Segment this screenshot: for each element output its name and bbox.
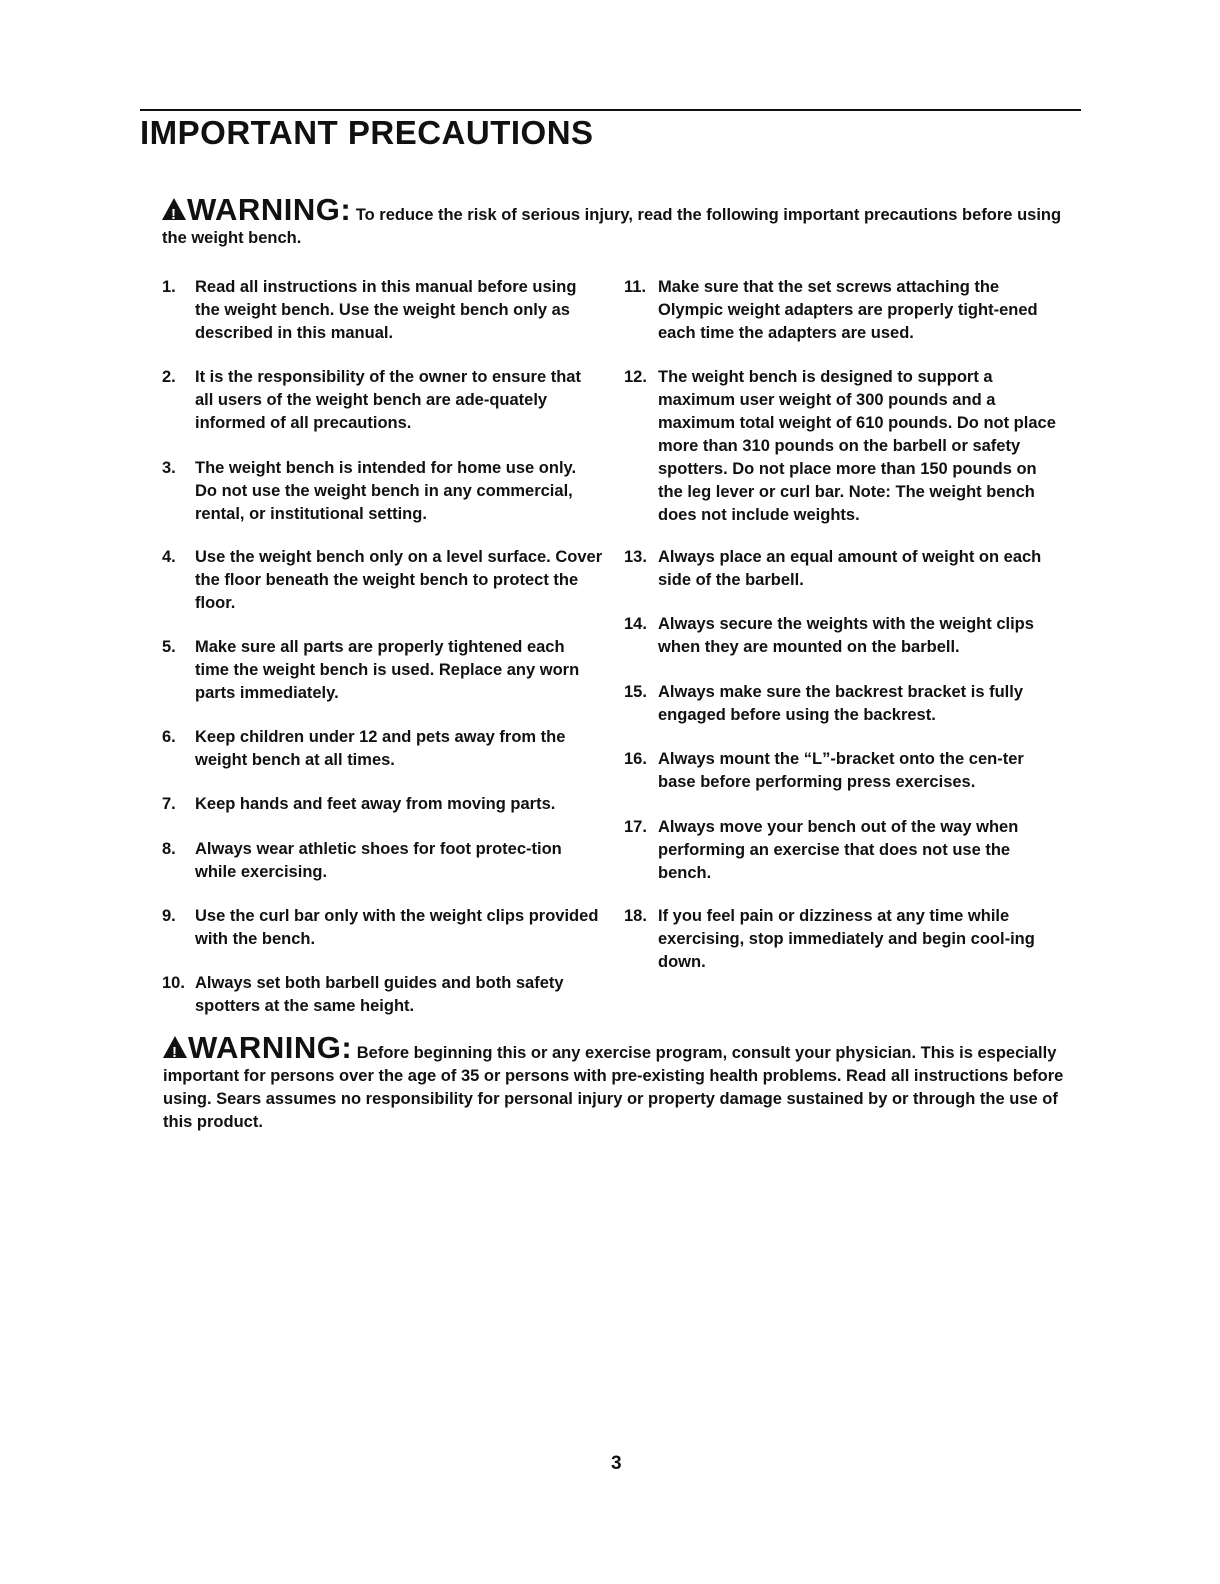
item-number: 3.: [162, 459, 176, 477]
item-number: 4.: [162, 548, 176, 566]
page-number: 3: [611, 1453, 622, 1474]
warning-intro-text: To reduce the risk of serious injury, read the following important precautions before using the weight bench.: [162, 206, 1062, 247]
item-text: Always secure the weights with the weight clips when they are mounted on the barbell.: [658, 615, 1034, 656]
item-number: 11.: [624, 278, 647, 296]
precaution-item-11: [624, 276, 1064, 345]
warning-triangle-icon: [163, 1036, 187, 1058]
item-text: Always make sure the backrest bracket is fully engaged before using the backrest.: [658, 683, 1024, 724]
bottom-warning-text: Before beginning this or any exercise program, consult your physician. This is especially important for persons over the age of 35 or persons with pre-existing health problems. Read all instructions before using. Sears assumes no responsibility for personal injury or property damage sustained by or through the use of this product.: [163, 1044, 1064, 1131]
precaution-item-12: [624, 366, 1064, 527]
item-text: Keep hands and feet away from moving parts.: [195, 795, 556, 813]
precaution-item-16: [624, 748, 1064, 794]
item-number: 13.: [624, 548, 647, 566]
precaution-item-8: [162, 838, 602, 884]
precaution-item-2: [162, 366, 602, 435]
item-number: 7.: [162, 795, 176, 813]
item-number: 2.: [162, 368, 176, 386]
precaution-item-6: [162, 726, 602, 772]
precaution-item-17: [624, 816, 1064, 885]
item-text: Read all instructions in this manual before using the weight bench. Use the weight bench only as described in this manual.: [195, 278, 577, 342]
item-text: It is the responsibility of the owner to ensure that all users of the weight bench are ade-quately informed of all precautions.: [195, 368, 581, 432]
item-number: 10.: [162, 974, 185, 992]
warning-label: WARNING:: [187, 192, 352, 227]
item-number: 8.: [162, 840, 176, 858]
precaution-item-15: [624, 681, 1044, 727]
item-text: If you feel pain or dizziness at any time while exercising, stop immediately and begin cool-ing down.: [658, 907, 1035, 971]
item-text: The weight bench is designed to support a maximum user weight of 300 pounds and a maximum total weight of 610 pounds. Do not place more than 310 pounds on the barbell or safety spotters. Do not place more than 150 pounds on the leg lever or curl bar. Note: The weight bench does not include weights.: [658, 368, 1056, 524]
item-number: 5.: [162, 638, 176, 656]
item-number: 6.: [162, 728, 176, 746]
item-number: 14.: [624, 615, 647, 633]
item-text: Always set both barbell guides and both safety spotters at the same height.: [195, 974, 564, 1015]
item-text: Make sure all parts are properly tightened each time the weight bench is used. Replace any worn parts immediately.: [195, 638, 580, 702]
item-text: Always wear athletic shoes for foot protec-tion while exercising.: [195, 840, 562, 881]
item-number: 15.: [624, 683, 647, 701]
precaution-item-14: [624, 613, 1064, 659]
item-text: Use the curl bar only with the weight clips provided with the bench.: [195, 907, 599, 948]
item-text: Always move your bench out of the way when performing an exercise that does not use the bench.: [658, 818, 1019, 882]
precaution-item-18: [624, 905, 1068, 974]
item-text: The weight bench is intended for home use only. Do not use the weight bench in any commercial, rental, or institutional setting.: [195, 459, 577, 523]
precaution-item-10: [162, 972, 602, 1018]
item-text: Always mount the “L”-bracket onto the cen-ter base before performing press exercises.: [658, 750, 1024, 791]
item-text: Keep children under 12 and pets away from the weight bench at all times.: [195, 728, 566, 769]
warning-intro: [162, 192, 1072, 250]
item-text: Make sure that the set screws attaching the Olympic weight adapters are properly tight-ened each time the adapters are used.: [658, 278, 1038, 342]
item-number: 1.: [162, 278, 176, 296]
bottom-warning: [163, 1030, 1068, 1134]
precaution-item-9: [162, 905, 602, 951]
item-number: 16.: [624, 750, 647, 768]
item-text: Use the weight bench only on a level surface. Cover the floor beneath the weight bench to protect the floor.: [195, 548, 603, 612]
precaution-item-4: [162, 546, 610, 615]
warning-label: WARNING:: [188, 1030, 353, 1065]
warning-triangle-icon: [162, 198, 186, 220]
item-number: 17.: [624, 818, 647, 836]
precaution-item-7: [162, 793, 610, 816]
item-text: Always place an equal amount of weight on each side of the barbell.: [658, 548, 1042, 589]
item-number: 12.: [624, 368, 647, 386]
item-number: 18.: [624, 907, 647, 925]
header-rule: [140, 109, 1081, 111]
precaution-item-13: [624, 546, 1064, 592]
page-title: IMPORTANT PRECAUTIONS: [140, 114, 594, 151]
item-number: 9.: [162, 907, 176, 925]
precaution-item-1: [162, 276, 602, 345]
precaution-item-5: [162, 636, 602, 705]
precaution-item-3: [162, 457, 602, 526]
